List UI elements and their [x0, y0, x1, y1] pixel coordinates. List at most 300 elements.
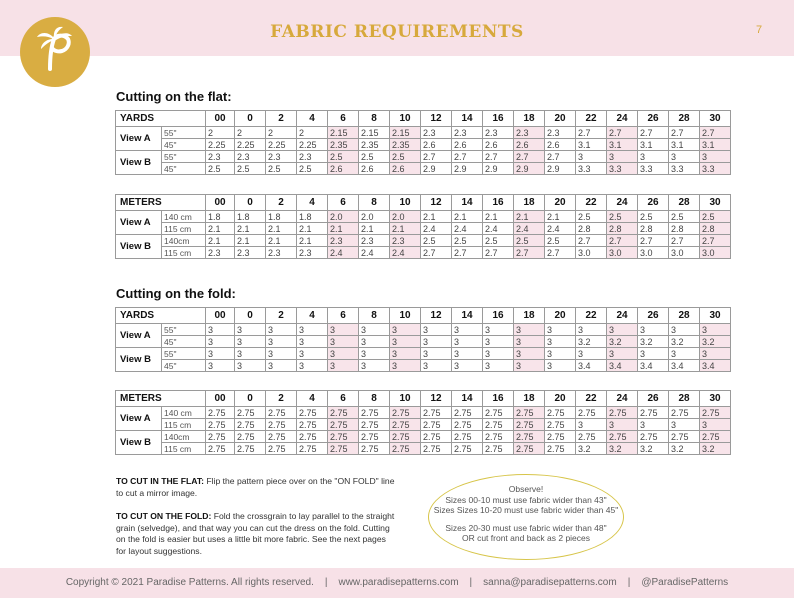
yardage-cell: 2.75 — [483, 419, 514, 431]
yardage-cell: 3.2 — [607, 336, 638, 348]
yardage-cell: 3 — [483, 336, 514, 348]
yardage-cell: 3 — [235, 336, 266, 348]
yardage-cell: 2.3 — [452, 127, 483, 139]
size-header: 26 — [638, 308, 669, 324]
size-header: 24 — [607, 195, 638, 211]
fabric-width-label: 140cm — [162, 235, 206, 247]
yardage-cell: 2.75 — [545, 443, 576, 455]
yardage-cell: 3.2 — [669, 336, 700, 348]
observe-line: Sizes 00-10 must use fabric wider than 43" — [445, 494, 607, 505]
yardage-cell: 2.3 — [206, 151, 235, 163]
yardage-cell: 2.7 — [607, 235, 638, 247]
fabric-width-label: 45" — [162, 139, 206, 151]
yardage-cell: 3 — [359, 348, 390, 360]
yardage-cell: 3.3 — [607, 163, 638, 175]
yardage-cell: 2.3 — [390, 235, 421, 247]
fold-yards-table — [115, 307, 731, 372]
yardage-cell: 2.75 — [359, 407, 390, 419]
yardage-cell: 2.4 — [514, 223, 545, 235]
yardage-cell: 3 — [266, 360, 297, 372]
yardage-cell: 2.75 — [235, 419, 266, 431]
yardage-cell: 2.3 — [545, 127, 576, 139]
yardage-cell: 2.75 — [545, 419, 576, 431]
size-header: 0 — [235, 195, 266, 211]
yardage-cell: 3 — [390, 324, 421, 336]
observe-line: OR cut front and back as 2 pieces — [461, 533, 591, 543]
yardage-cell: 3 — [669, 348, 700, 360]
size-header: 24 — [607, 391, 638, 407]
yardage-cell: 2.75 — [266, 419, 297, 431]
size-header: 0 — [235, 111, 266, 127]
yardage-cell: 3 — [328, 348, 359, 360]
yardage-cell: 3 — [607, 151, 638, 163]
size-header: 00 — [206, 195, 235, 211]
yardage-cell: 3 — [452, 336, 483, 348]
size-header: 6 — [328, 308, 359, 324]
yardage-cell: 2.15 — [359, 127, 390, 139]
size-header: 10 — [390, 308, 421, 324]
size-header: 12 — [421, 195, 452, 211]
table-row — [116, 223, 731, 235]
yardage-cell: 2.75 — [700, 407, 731, 419]
size-header: 00 — [206, 308, 235, 324]
yardage-cell: 2.75 — [421, 431, 452, 443]
yardage-cell: 3.2 — [700, 443, 731, 455]
yardage-cell: 3 — [638, 419, 669, 431]
table-row — [116, 431, 731, 443]
view-label: View B — [116, 431, 162, 455]
yardage-cell: 2.5 — [483, 235, 514, 247]
yardage-cell: 2.25 — [206, 139, 235, 151]
yardage-cell: 2.1 — [545, 211, 576, 223]
yardage-cell: 2.75 — [669, 431, 700, 443]
yardage-cell: 2.75 — [235, 443, 266, 455]
flat-meters-table — [115, 194, 731, 259]
yardage-cell: 3 — [206, 348, 235, 360]
yardage-cell: 2.4 — [421, 223, 452, 235]
yardage-cell: 2.4 — [328, 247, 359, 259]
fold-instructions-text: Fold the crossgrain to lay parallel to the straight grain (selvedge), and that way you can cut the dress on the fold. Cutting on the fold is easier but uses a little bit more fabric. See the next pages for layout suggestions. — [116, 511, 395, 556]
yardage-cell: 3 — [638, 348, 669, 360]
view-label: View A — [116, 407, 162, 431]
yardage-cell: 2.3 — [235, 151, 266, 163]
page-number: 7 — [756, 24, 763, 36]
table-row — [116, 163, 731, 175]
yardage-cell: 2.75 — [700, 431, 731, 443]
yardage-cell: 2.6 — [483, 139, 514, 151]
size-header: 8 — [359, 195, 390, 211]
yardage-cell: 3 — [638, 324, 669, 336]
size-header: 8 — [359, 111, 390, 127]
yardage-cell: 3 — [452, 348, 483, 360]
yardage-cell: 2.4 — [545, 223, 576, 235]
yardage-cell: 2.7 — [638, 127, 669, 139]
yardage-cell: 2.75 — [545, 431, 576, 443]
size-header: 16 — [483, 308, 514, 324]
yardage-cell: 2.75 — [514, 431, 545, 443]
yardage-cell: 2.75 — [206, 431, 235, 443]
yardage-cell: 2.1 — [328, 223, 359, 235]
yardage-cell: 3 — [483, 324, 514, 336]
yardage-cell: 3 — [545, 348, 576, 360]
unit-label: YARDS — [116, 308, 206, 324]
size-header: 24 — [607, 308, 638, 324]
yardage-cell: 2.1 — [421, 211, 452, 223]
view-label: View B — [116, 235, 162, 259]
yardage-cell: 3.3 — [576, 163, 607, 175]
yardage-cell: 3.4 — [700, 360, 731, 372]
yardage-cell: 3 — [390, 348, 421, 360]
yardage-cell: 3 — [483, 348, 514, 360]
yardage-cell: 3.2 — [638, 336, 669, 348]
view-label: View A — [116, 211, 162, 235]
yardage-cell: 3 — [297, 336, 328, 348]
yardage-cell: 2.35 — [328, 139, 359, 151]
yardage-cell: 2.7 — [452, 151, 483, 163]
yardage-cell: 2.9 — [545, 163, 576, 175]
yardage-cell: 3 — [390, 336, 421, 348]
yardage-cell: 2.75 — [266, 407, 297, 419]
size-header: 0 — [235, 391, 266, 407]
yardage-cell: 3 — [235, 324, 266, 336]
yardage-cell: 2.7 — [514, 247, 545, 259]
size-header: 4 — [297, 111, 328, 127]
yardage-cell: 3.3 — [700, 163, 731, 175]
yardage-cell: 2.15 — [390, 127, 421, 139]
observe-line: Sizes Sizes 10-20 must use fabric wider than 45" — [433, 505, 619, 515]
yardage-cell: 2.5 — [607, 211, 638, 223]
yardage-cell: 2.3 — [206, 247, 235, 259]
yardage-cell: 2.75 — [328, 419, 359, 431]
yardage-cell: 2.75 — [359, 443, 390, 455]
size-header: 20 — [545, 391, 576, 407]
size-header: 2 — [266, 391, 297, 407]
size-header: 30 — [700, 391, 731, 407]
yardage-cell: 2.1 — [206, 223, 235, 235]
size-header: 2 — [266, 195, 297, 211]
view-label: View B — [116, 151, 162, 175]
yardage-cell: 3 — [545, 336, 576, 348]
size-header: 20 — [545, 195, 576, 211]
yardage-cell: 3.2 — [607, 443, 638, 455]
yardage-cell: 2.3 — [328, 235, 359, 247]
size-header: 4 — [297, 308, 328, 324]
size-header: 10 — [390, 111, 421, 127]
size-header: 24 — [607, 111, 638, 127]
yardage-cell: 2.3 — [266, 247, 297, 259]
yardage-cell: 3 — [328, 324, 359, 336]
social-handle-link[interactable]: @ParadisePatterns — [641, 577, 729, 588]
yardage-cell: 2.25 — [297, 139, 328, 151]
yardage-cell: 3.0 — [638, 247, 669, 259]
size-header: 22 — [576, 111, 607, 127]
yardage-cell: 3 — [359, 336, 390, 348]
size-header-row — [116, 391, 731, 407]
fabric-width-label: 45" — [162, 336, 206, 348]
yardage-cell: 2.7 — [452, 247, 483, 259]
yardage-cell: 3 — [700, 324, 731, 336]
yardage-cell: 1.8 — [235, 211, 266, 223]
yardage-cell: 3 — [669, 419, 700, 431]
yardage-cell: 1.8 — [297, 211, 328, 223]
yardage-cell: 2.3 — [235, 247, 266, 259]
yardage-cell: 2.5 — [638, 211, 669, 223]
size-header: 12 — [421, 391, 452, 407]
yardage-cell: 2.75 — [266, 443, 297, 455]
size-header-row — [116, 308, 731, 324]
fold-instructions-label: TO CUT ON THE FOLD: — [116, 511, 212, 521]
yardage-cell: 2.75 — [421, 407, 452, 419]
yardage-cell: 2.8 — [700, 223, 731, 235]
yardage-cell: 2.75 — [328, 443, 359, 455]
yardage-cell: 3.0 — [607, 247, 638, 259]
yardage-cell: 2 — [235, 127, 266, 139]
yardage-cell: 3 — [514, 336, 545, 348]
yardage-cell: 2.5 — [235, 163, 266, 175]
table-row — [116, 247, 731, 259]
size-header-row — [116, 195, 731, 211]
yardage-cell: 2.75 — [638, 407, 669, 419]
size-header: 16 — [483, 195, 514, 211]
size-header: 00 — [206, 391, 235, 407]
yardage-cell: 3.1 — [576, 139, 607, 151]
yardage-cell: 2.35 — [359, 139, 390, 151]
yardage-cell: 3 — [545, 360, 576, 372]
yardage-cell: 3.4 — [638, 360, 669, 372]
yardage-cell: 2.6 — [390, 163, 421, 175]
size-header: 4 — [297, 391, 328, 407]
yardage-cell: 2.7 — [700, 127, 731, 139]
yardage-cell: 2 — [206, 127, 235, 139]
yardage-cell: 3.3 — [669, 163, 700, 175]
yardage-cell: 3.0 — [576, 247, 607, 259]
yardage-cell: 2.7 — [576, 235, 607, 247]
yardage-cell: 2.7 — [669, 235, 700, 247]
yardage-cell: 2.75 — [452, 431, 483, 443]
yardage-cell: 1.8 — [266, 211, 297, 223]
yardage-cell: 3.1 — [669, 139, 700, 151]
size-header: 22 — [576, 308, 607, 324]
yardage-cell: 2.5 — [452, 235, 483, 247]
size-header: 22 — [576, 391, 607, 407]
yardage-cell: 2.5 — [545, 235, 576, 247]
yardage-cell: 2.7 — [483, 247, 514, 259]
yardage-cell: 2.7 — [421, 247, 452, 259]
fabric-width-label: 115 cm — [162, 419, 206, 431]
yardage-cell: 2.75 — [390, 431, 421, 443]
yardage-cell: 2.75 — [390, 407, 421, 419]
size-header: 28 — [669, 111, 700, 127]
yardage-cell: 3 — [266, 336, 297, 348]
yardage-cell: 2.7 — [545, 247, 576, 259]
yardage-cell: 2.1 — [266, 223, 297, 235]
unit-label: METERS — [116, 391, 206, 407]
yardage-cell: 2.75 — [206, 419, 235, 431]
yardage-cell: 3 — [452, 324, 483, 336]
fabric-width-label: 55" — [162, 324, 206, 336]
size-header: 18 — [514, 391, 545, 407]
yardage-cell: 3 — [328, 360, 359, 372]
yardage-cell: 3 — [700, 348, 731, 360]
yardage-cell: 3 — [576, 348, 607, 360]
size-header: 26 — [638, 391, 669, 407]
yardage-cell: 3 — [545, 324, 576, 336]
yardage-cell: 3.0 — [700, 247, 731, 259]
size-header: 12 — [421, 111, 452, 127]
fabric-width-label: 55" — [162, 127, 206, 139]
table-row — [116, 348, 731, 360]
yardage-cell: 2.5 — [421, 235, 452, 247]
size-header: 20 — [545, 308, 576, 324]
size-header: 22 — [576, 195, 607, 211]
yardage-cell: 3.4 — [669, 360, 700, 372]
yardage-cell: 2.75 — [297, 407, 328, 419]
size-header: 6 — [328, 391, 359, 407]
yardage-cell: 2.75 — [514, 407, 545, 419]
yardage-cell: 3 — [297, 324, 328, 336]
size-header: 4 — [297, 195, 328, 211]
yardage-cell: 2.3 — [359, 235, 390, 247]
yardage-cell: 2.0 — [359, 211, 390, 223]
yardage-cell: 2.1 — [514, 211, 545, 223]
yardage-cell: 2.75 — [297, 419, 328, 431]
yardage-cell: 2.75 — [483, 407, 514, 419]
fabric-width-label: 140 cm — [162, 211, 206, 223]
fold-instructions — [116, 511, 396, 557]
yardage-cell: 2.3 — [514, 127, 545, 139]
yardage-cell: 2.8 — [576, 223, 607, 235]
size-header: 0 — [235, 308, 266, 324]
yardage-cell: 2.6 — [514, 139, 545, 151]
yardage-cell: 2.15 — [328, 127, 359, 139]
view-label: View A — [116, 324, 162, 348]
yardage-cell: 2.75 — [514, 443, 545, 455]
yardage-cell: 3 — [607, 324, 638, 336]
yardage-cell: 3 — [700, 151, 731, 163]
yardage-cell: 2.5 — [514, 235, 545, 247]
yardage-cell: 2.3 — [297, 151, 328, 163]
yardage-cell: 2.1 — [452, 211, 483, 223]
email-link[interactable]: sanna@paradisepatterns.com — [483, 577, 617, 588]
yardage-cell: 3.2 — [669, 443, 700, 455]
yardage-cell: 3 — [638, 151, 669, 163]
size-header: 20 — [545, 111, 576, 127]
yardage-cell: 3.1 — [700, 139, 731, 151]
observe-callout — [428, 474, 624, 560]
yardage-cell: 2.6 — [452, 139, 483, 151]
table-row — [116, 443, 731, 455]
yardage-cell: 3 — [514, 348, 545, 360]
view-label: View B — [116, 348, 162, 372]
yardage-cell: 2.75 — [452, 419, 483, 431]
yardage-cell: 2.0 — [328, 211, 359, 223]
flat-instructions-label: TO CUT IN THE FLAT: — [116, 476, 204, 486]
yardage-cell: 2.75 — [452, 407, 483, 419]
yardage-cell: 3 — [576, 151, 607, 163]
yardage-cell: 2.75 — [328, 407, 359, 419]
size-header: 30 — [700, 308, 731, 324]
yardage-cell: 2.75 — [328, 431, 359, 443]
unit-label: METERS — [116, 195, 206, 211]
yardage-cell: 2.4 — [359, 247, 390, 259]
size-header: 8 — [359, 308, 390, 324]
yardage-cell: 2.75 — [576, 407, 607, 419]
yardage-cell: 3 — [266, 348, 297, 360]
yardage-cell: 3 — [421, 336, 452, 348]
yardage-cell: 3 — [328, 336, 359, 348]
yardage-cell: 3 — [235, 348, 266, 360]
yardage-cell: 1.8 — [206, 211, 235, 223]
size-header: 6 — [328, 111, 359, 127]
cutting-flat-heading: Cutting on the flat: — [116, 89, 232, 104]
yardage-cell: 2.4 — [483, 223, 514, 235]
fabric-width-label: 45" — [162, 163, 206, 175]
yardage-cell: 2.9 — [421, 163, 452, 175]
flat-instructions-text: Flip the pattern piece over on the "ON FOLD" line to cut a mirror image. — [116, 476, 395, 498]
size-header: 18 — [514, 111, 545, 127]
yardage-cell: 2.3 — [266, 151, 297, 163]
yardage-cell: 2.3 — [483, 127, 514, 139]
website-link[interactable]: www.paradisepatterns.com — [338, 577, 459, 588]
yardage-cell: 2.75 — [421, 443, 452, 455]
yardage-cell: 2.7 — [545, 151, 576, 163]
table-row — [116, 151, 731, 163]
yardage-cell: 3.0 — [669, 247, 700, 259]
yardage-cell: 3 — [576, 419, 607, 431]
table-row — [116, 360, 731, 372]
footer: Copyright © 2021 Paradise Patterns. All rights reserved. | www.paradisepatterns.com | sanna@paradisepatterns.com | @ParadisePatterns — [0, 568, 794, 598]
yardage-cell: 2.7 — [638, 235, 669, 247]
yardage-cell: 2 — [266, 127, 297, 139]
yardage-cell: 2.7 — [576, 127, 607, 139]
yardage-cell: 2.3 — [421, 127, 452, 139]
yardage-cell: 3 — [483, 360, 514, 372]
yardage-cell: 2.75 — [607, 407, 638, 419]
fabric-width-label: 140cm — [162, 431, 206, 443]
yardage-cell: 2.25 — [266, 139, 297, 151]
size-header-row — [116, 111, 731, 127]
yardage-cell: 2.6 — [545, 139, 576, 151]
yardage-cell: 3 — [421, 348, 452, 360]
yardage-cell: 2.1 — [235, 235, 266, 247]
yardage-cell: 2.1 — [206, 235, 235, 247]
yardage-cell: 2.9 — [514, 163, 545, 175]
fabric-width-label: 55" — [162, 151, 206, 163]
yardage-cell: 2.75 — [514, 419, 545, 431]
size-header: 2 — [266, 111, 297, 127]
size-header: 30 — [700, 111, 731, 127]
size-header: 00 — [206, 111, 235, 127]
yardage-cell: 3 — [297, 360, 328, 372]
size-header: 26 — [638, 111, 669, 127]
yardage-cell: 3 — [235, 360, 266, 372]
observe-line: Observe! — [508, 484, 544, 494]
yardage-cell: 2.5 — [359, 151, 390, 163]
yardage-cell: 2.1 — [359, 223, 390, 235]
yardage-cell: 2.75 — [545, 407, 576, 419]
size-header: 28 — [669, 308, 700, 324]
page-title: FABRIC REQUIREMENTS — [270, 22, 524, 42]
yardage-cell: 2.9 — [483, 163, 514, 175]
size-header: 16 — [483, 111, 514, 127]
yardage-cell: 2.1 — [297, 235, 328, 247]
yardage-cell: 3 — [700, 419, 731, 431]
yardage-cell: 3 — [576, 324, 607, 336]
yardage-cell: 2.5 — [266, 163, 297, 175]
size-header: 14 — [452, 391, 483, 407]
view-label: View A — [116, 127, 162, 151]
yardage-cell: 3.1 — [607, 139, 638, 151]
